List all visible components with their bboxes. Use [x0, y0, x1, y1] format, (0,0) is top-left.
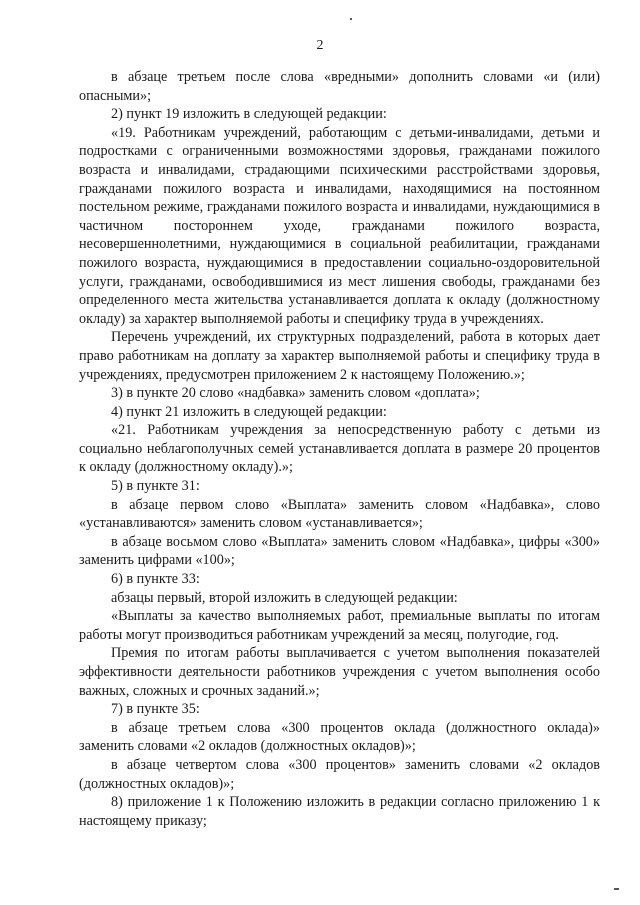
paragraph-7: «21. Работникам учреждения за непосредственную работу с детьми из социально неблагополучных семей устанавливается доплата в размере 20 процентов к окладу (должностному окладу).»;	[79, 422, 600, 476]
paragraph-1: в абзаце третьем после слова «вредными» дополнить словами «и (или) опасными»;	[79, 69, 600, 104]
paragraph-18: 8) приложение 1 к Положению изложить в редакции согласно приложению 1 к настоящему приказу;	[79, 794, 600, 829]
paragraph-2: 2) пункт 19 изложить в следующей редакции:	[111, 106, 387, 123]
paragraph-11: 6) в пункте 33:	[111, 571, 200, 588]
paragraph-14: Премия по итогам работы выплачивается с учетом выполнения показателей эффективности деятельности работников учреждения с учетом выполнения особо важных, сложных и срочных заданий.»;	[79, 645, 600, 699]
paragraph-15: 7) в пункте 35:	[111, 701, 200, 718]
paragraph-17: в абзаце четвертом слова «300 процентов» заменить словами «2 окладов (должностных окладов)»;	[79, 756, 600, 792]
paragraph-10: в абзаце восьмом слово «Выплата» заменить словом «Надбавка», цифры «300» заменить цифрами «100»;	[79, 533, 600, 569]
paragraph-8: 5) в пункте 31:	[111, 478, 200, 495]
paragraph-13: «Выплаты за качество выполняемых работ, премиальные выплаты по итогам работы могут производиться работникам учреждений за месяц, полугодие, год.	[79, 608, 600, 643]
scan-mark-bottom	[614, 888, 619, 890]
page-number: 2	[316, 38, 324, 53]
paragraph-12: абзацы первый, второй изложить в следующей редакции:	[111, 589, 458, 606]
paragraph-3: «19. Работникам учреждений, работающим с детьми-инвалидами, детьми и подростками с ограниченными возможностями здоровья, гражданами пожилого возраста и инвалидами, страдающими психическими расстройствами здоровья, гражданами пожилого возраста и инвалидами, находящимися на постоянном постельном режиме, гражданами пожилого возраста и инвалидами, нуждающимися в частичном постороннем уходе, гражданами пожилого возраста, несовершеннолетними, нуждающимися в социальной реабилитации, гражданами пожилого возраста, нуждающимися в предоставлении социально-оздоровительной услуги, гражданами, освободившимися из мест лишения свободы, гражданами без определенного места жительства устанавливается доплата к окладу (должностному окладу) за характер выполняемой работы и специфику труда в учреждениях.	[79, 124, 600, 327]
paragraph-16: в абзаце третьем слова «300 процентов оклада (должностного оклада)» заменить словами «2 окладов (должностных окладов)»;	[79, 719, 600, 755]
paragraph-4: Перечень учреждений, их структурных подразделений, работа в которых дает право работникам на доплату за характер выполняемой работы и специфику труда в учреждениях, предусмотрен приложением 2 к настоящему Положению.»;	[79, 329, 600, 383]
paragraph-6: 4) пункт 21 изложить в следующей редакции:	[111, 403, 387, 420]
paragraph-5: 3) в пункте 20 слово «надбавка» заменить словом «доплата»;	[111, 385, 480, 402]
paragraph-9: в абзаце первом слово «Выплата» заменить словом «Надбавка», слово «устанавливаются» заменить словом «устанавливается»;	[79, 496, 600, 532]
scan-mark-top	[350, 18, 352, 20]
document-body	[79, 68, 600, 830]
